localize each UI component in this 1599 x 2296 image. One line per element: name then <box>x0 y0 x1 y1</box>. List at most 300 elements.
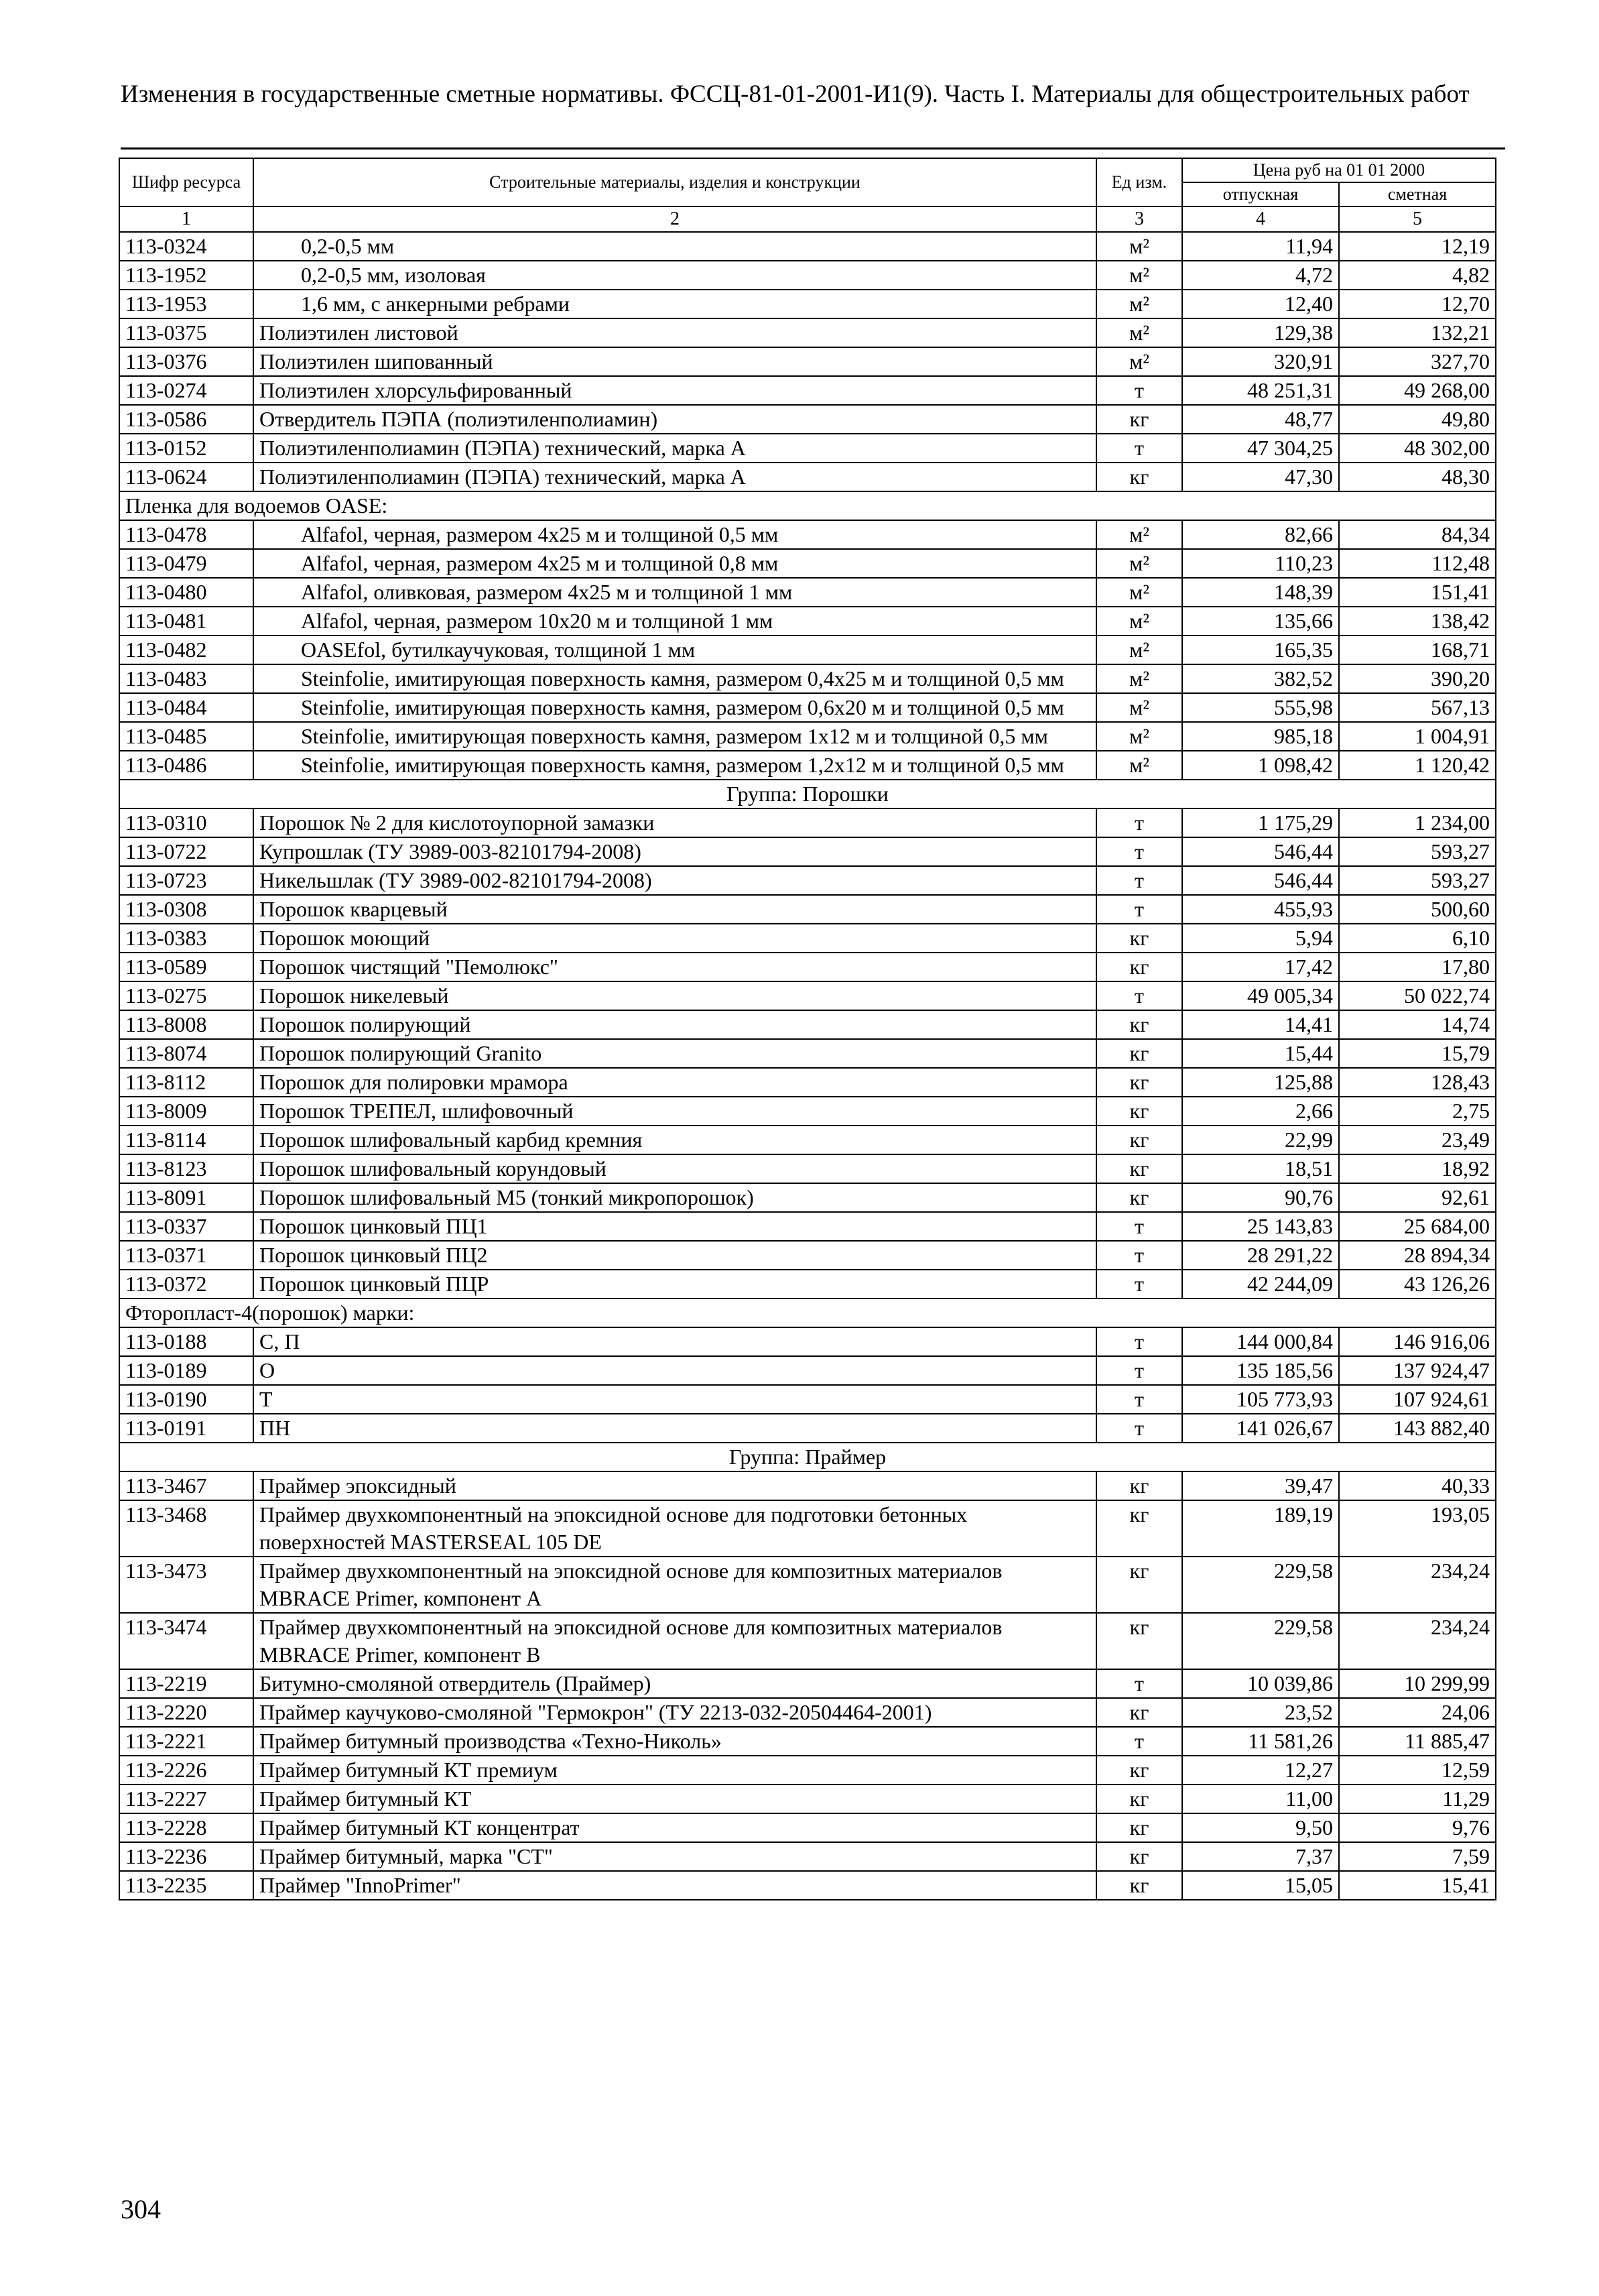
resource-code: 113-2228 <box>119 1813 253 1842</box>
unit-cell: т <box>1096 837 1182 866</box>
table-row <box>119 866 1496 895</box>
material-name: Праймер эпоксидный <box>253 1471 1096 1500</box>
material-name: Праймер битумный КТ концентрат <box>253 1813 1096 1842</box>
material-name: 1,6 мм, с анкерными ребрами <box>253 290 1096 318</box>
release-price: 135,66 <box>1182 607 1339 636</box>
release-price: 82,66 <box>1182 520 1339 549</box>
material-name: Порошок цинковый ПЦ1 <box>253 1212 1096 1241</box>
subgroup-title: Фторопласт-4(порошок) марки: <box>119 1298 1496 1327</box>
resource-code: 113-0478 <box>119 520 253 549</box>
estimate-price: 4,82 <box>1339 261 1496 290</box>
table-row <box>119 1327 1496 1356</box>
release-price: 15,05 <box>1182 1871 1339 1900</box>
unit-cell: м² <box>1096 664 1182 693</box>
unit-cell: кг <box>1096 1698 1182 1727</box>
col-number: 2 <box>253 206 1096 232</box>
resource-code: 113-0372 <box>119 1270 253 1298</box>
material-name: Порошок полирующий <box>253 1010 1096 1039</box>
table-row <box>119 1842 1496 1871</box>
material-name: Steinfolie, имитирующая поверхность камня, размером 1х12 м и толщиной 0,5 мм <box>253 722 1096 751</box>
unit-cell: кг <box>1096 1557 1182 1613</box>
release-price: 129,38 <box>1182 318 1339 347</box>
material-name: 0,2-0,5 мм, изоловая <box>253 261 1096 290</box>
unit-cell: кг <box>1096 1500 1182 1557</box>
resource-code: 113-0485 <box>119 722 253 751</box>
table-row <box>119 1385 1496 1414</box>
release-price: 4,72 <box>1182 261 1339 290</box>
table-row <box>119 1471 1496 1500</box>
table-row <box>119 693 1496 722</box>
materials-table <box>119 158 1496 1900</box>
release-price: 90,76 <box>1182 1183 1339 1212</box>
unit-cell: кг <box>1096 1613 1182 1669</box>
release-price: 546,44 <box>1182 837 1339 866</box>
unit-cell: м² <box>1096 290 1182 318</box>
release-price: 17,42 <box>1182 953 1339 981</box>
resource-code: 113-0275 <box>119 981 253 1010</box>
resource-code: 113-3473 <box>119 1557 253 1613</box>
table-row <box>119 1414 1496 1443</box>
resource-code: 113-0589 <box>119 953 253 981</box>
table-row <box>119 1356 1496 1385</box>
resource-code: 113-2219 <box>119 1669 253 1698</box>
resource-code: 113-0383 <box>119 924 253 953</box>
unit-cell: м² <box>1096 578 1182 607</box>
unit-cell: кг <box>1096 1471 1182 1500</box>
estimate-price: 132,21 <box>1339 318 1496 347</box>
resource-code: 113-0722 <box>119 837 253 866</box>
estimate-price: 193,05 <box>1339 1500 1496 1557</box>
table-row <box>119 261 1496 290</box>
release-price: 1 098,42 <box>1182 751 1339 780</box>
unit-cell: м² <box>1096 751 1182 780</box>
release-price: 125,88 <box>1182 1068 1339 1097</box>
material-name: Полиэтилен листовой <box>253 318 1096 347</box>
estimate-price: 151,41 <box>1339 578 1496 607</box>
material-name: О <box>253 1356 1096 1385</box>
release-price: 12,40 <box>1182 290 1339 318</box>
resource-code: 113-2227 <box>119 1785 253 1813</box>
release-price: 189,19 <box>1182 1500 1339 1557</box>
release-price: 23,52 <box>1182 1698 1339 1727</box>
material-name: Праймер битумный, марка "СТ" <box>253 1842 1096 1871</box>
unit-cell: т <box>1096 1727 1182 1756</box>
resource-code: 113-3468 <box>119 1500 253 1557</box>
estimate-price: 12,70 <box>1339 290 1496 318</box>
estimate-price: 49,80 <box>1339 405 1496 434</box>
release-price: 25 143,83 <box>1182 1212 1339 1241</box>
material-name: Праймер двухкомпонентный на эпоксидной основе для подготовки бетонных поверхностей MASTERSEAL 105 DE <box>253 1500 1096 1557</box>
resource-code: 113-1952 <box>119 261 253 290</box>
resource-code: 113-0483 <box>119 664 253 693</box>
release-price: 382,52 <box>1182 664 1339 693</box>
unit-cell: м² <box>1096 318 1182 347</box>
table-row <box>119 722 1496 751</box>
material-name: Полиэтилен шипованный <box>253 347 1096 376</box>
header-code: Шифр ресурса <box>119 158 253 206</box>
unit-cell: м² <box>1096 722 1182 751</box>
unit-cell: т <box>1096 1669 1182 1698</box>
unit-cell: кг <box>1096 1097 1182 1126</box>
unit-cell: кг <box>1096 1154 1182 1183</box>
estimate-price: 48 302,00 <box>1339 434 1496 463</box>
table-row <box>119 1727 1496 1756</box>
unit-cell: т <box>1096 1356 1182 1385</box>
release-price: 49 005,34 <box>1182 981 1339 1010</box>
unit-cell: кг <box>1096 463 1182 491</box>
estimate-price: 168,71 <box>1339 636 1496 664</box>
estimate-price: 10 299,99 <box>1339 1669 1496 1698</box>
resource-code: 113-8123 <box>119 1154 253 1183</box>
resource-code: 113-3474 <box>119 1613 253 1669</box>
material-name: Alfafol, черная, размером 4х25 м и толщиной 0,8 мм <box>253 549 1096 578</box>
group-header-row <box>119 1443 1496 1471</box>
release-price: 39,47 <box>1182 1471 1339 1500</box>
release-price: 11 581,26 <box>1182 1727 1339 1756</box>
release-price: 985,18 <box>1182 722 1339 751</box>
table-row <box>119 895 1496 924</box>
table-row <box>119 751 1496 780</box>
unit-cell: кг <box>1096 1785 1182 1813</box>
unit-cell: т <box>1096 1212 1182 1241</box>
resource-code: 113-2236 <box>119 1842 253 1871</box>
subgroup-header-row <box>119 491 1496 520</box>
release-price: 105 773,93 <box>1182 1385 1339 1414</box>
estimate-price: 390,20 <box>1339 664 1496 693</box>
material-name: Полиэтиленполиамин (ПЭПА) технический, марка А <box>253 434 1096 463</box>
material-name: Порошок № 2 для кислотоупорной замазки <box>253 808 1096 837</box>
table-row <box>119 1557 1496 1613</box>
release-price: 47 304,25 <box>1182 434 1339 463</box>
header-rule <box>121 147 1505 149</box>
unit-cell: т <box>1096 376 1182 405</box>
table-row <box>119 808 1496 837</box>
estimate-price: 11,29 <box>1339 1785 1496 1813</box>
group-title: Группа: Порошки <box>119 780 1496 808</box>
material-name: Alfafol, черная, размером 10х20 м и толщиной 1 мм <box>253 607 1096 636</box>
table-row <box>119 1097 1496 1126</box>
estimate-price: 84,34 <box>1339 520 1496 549</box>
release-price: 5,94 <box>1182 924 1339 953</box>
release-price: 1 175,29 <box>1182 808 1339 837</box>
col-number: 5 <box>1339 206 1496 232</box>
estimate-price: 24,06 <box>1339 1698 1496 1727</box>
release-price: 22,99 <box>1182 1126 1339 1154</box>
col-number: 1 <box>119 206 253 232</box>
release-price: 28 291,22 <box>1182 1241 1339 1270</box>
material-name: Порошок шлифовальный М5 (тонкий микропорошок) <box>253 1183 1096 1212</box>
estimate-price: 50 022,74 <box>1339 981 1496 1010</box>
group-header-row <box>119 780 1496 808</box>
release-price: 135 185,56 <box>1182 1356 1339 1385</box>
table-row <box>119 924 1496 953</box>
table-row <box>119 520 1496 549</box>
release-price: 11,94 <box>1182 232 1339 261</box>
release-price: 12,27 <box>1182 1756 1339 1785</box>
resource-code: 113-0308 <box>119 895 253 924</box>
table-row <box>119 318 1496 347</box>
table-row <box>119 463 1496 491</box>
table-row <box>119 1698 1496 1727</box>
estimate-price: 137 924,47 <box>1339 1356 1496 1385</box>
subgroup-header-row <box>119 1298 1496 1327</box>
table-row <box>119 376 1496 405</box>
estimate-price: 6,10 <box>1339 924 1496 953</box>
unit-cell: т <box>1096 1327 1182 1356</box>
estimate-price: 138,42 <box>1339 607 1496 636</box>
resource-code: 113-2221 <box>119 1727 253 1756</box>
material-name: Праймер двухкомпонентный на эпоксидной основе для композитных материалов MBRACE Primer, компонент А <box>253 1557 1096 1613</box>
resource-code: 113-8112 <box>119 1068 253 1097</box>
unit-cell: м² <box>1096 636 1182 664</box>
material-name: Порошок кварцевый <box>253 895 1096 924</box>
table-row <box>119 981 1496 1010</box>
material-name: Порошок никелевый <box>253 981 1096 1010</box>
resource-code: 113-0480 <box>119 578 253 607</box>
estimate-price: 28 894,34 <box>1339 1241 1496 1270</box>
material-name: Праймер каучуково-смоляной "Гермокрон" (ТУ 2213-032-20504464-2001) <box>253 1698 1096 1727</box>
release-price: 48,77 <box>1182 405 1339 434</box>
table-row <box>119 1068 1496 1097</box>
resource-code: 113-0376 <box>119 347 253 376</box>
estimate-price: 11 885,47 <box>1339 1727 1496 1756</box>
estimate-price: 1 004,91 <box>1339 722 1496 751</box>
table-row <box>119 664 1496 693</box>
material-name: Steinfolie, имитирующая поверхность камня, размером 0,6х20 м и толщиной 0,5 мм <box>253 693 1096 722</box>
unit-cell: кг <box>1096 1126 1182 1154</box>
unit-cell: кг <box>1096 1068 1182 1097</box>
table-row <box>119 405 1496 434</box>
material-name: Порошок моющий <box>253 924 1096 953</box>
release-price: 229,58 <box>1182 1557 1339 1613</box>
header-release: отпускная <box>1182 182 1339 206</box>
table-row <box>119 1010 1496 1039</box>
material-name: Порошок чистящий "Пемолюкс" <box>253 953 1096 981</box>
unit-cell: м² <box>1096 549 1182 578</box>
subgroup-title: Пленка для водоемов OASE: <box>119 491 1496 520</box>
unit-cell: кг <box>1096 924 1182 953</box>
material-name: Праймер битумный производства «Техно-Николь» <box>253 1727 1096 1756</box>
table-row <box>119 1871 1496 1900</box>
material-name: Alfafol, черная, размером 4х25 м и толщиной 0,5 мм <box>253 520 1096 549</box>
table-row <box>119 1613 1496 1669</box>
unit-cell: т <box>1096 808 1182 837</box>
material-name: Битумно-смоляной отвердитель (Праймер) <box>253 1669 1096 1698</box>
resource-code: 113-0274 <box>119 376 253 405</box>
material-name: Порошок шлифовальный карбид кремния <box>253 1126 1096 1154</box>
col-number: 3 <box>1096 206 1182 232</box>
unit-cell: м² <box>1096 607 1182 636</box>
release-price: 320,91 <box>1182 347 1339 376</box>
material-name: Порошок цинковый ПЦР <box>253 1270 1096 1298</box>
table-row <box>119 1813 1496 1842</box>
resource-code: 113-0310 <box>119 808 253 837</box>
table-row <box>119 607 1496 636</box>
release-price: 14,41 <box>1182 1010 1339 1039</box>
material-name: Steinfolie, имитирующая поверхность камня, размером 1,2х12 м и толщиной 0,5 мм <box>253 751 1096 780</box>
table-row <box>119 290 1496 318</box>
release-price: 18,51 <box>1182 1154 1339 1183</box>
material-name: Праймер битумный КТ премиум <box>253 1756 1096 1785</box>
estimate-price: 92,61 <box>1339 1183 1496 1212</box>
material-name: Порошок полирующий Granito <box>253 1039 1096 1068</box>
unit-cell: кг <box>1096 405 1182 434</box>
estimate-price: 128,43 <box>1339 1068 1496 1097</box>
resource-code: 113-0375 <box>119 318 253 347</box>
table-row <box>119 953 1496 981</box>
table-row <box>119 549 1496 578</box>
estimate-price: 48,30 <box>1339 463 1496 491</box>
unit-cell: м² <box>1096 347 1182 376</box>
release-price: 2,66 <box>1182 1097 1339 1126</box>
resource-code: 113-1953 <box>119 290 253 318</box>
page-header: Изменения в государственные сметные нормативы. ФССЦ-81-01-2001-И1(9). Часть I. Материалы для общестроительных работ <box>121 80 1470 108</box>
estimate-price: 12,59 <box>1339 1756 1496 1785</box>
resource-code: 113-8009 <box>119 1097 253 1126</box>
estimate-price: 1 234,00 <box>1339 808 1496 837</box>
estimate-price: 49 268,00 <box>1339 376 1496 405</box>
resource-code: 113-0479 <box>119 549 253 578</box>
unit-cell: кг <box>1096 1010 1182 1039</box>
material-name: ПН <box>253 1414 1096 1443</box>
release-price: 15,44 <box>1182 1039 1339 1068</box>
estimate-price: 593,27 <box>1339 866 1496 895</box>
table-row <box>119 1270 1496 1298</box>
release-price: 9,50 <box>1182 1813 1339 1842</box>
estimate-price: 593,27 <box>1339 837 1496 866</box>
release-price: 555,98 <box>1182 693 1339 722</box>
material-name: Steinfolie, имитирующая поверхность камня, размером 0,4х25 м и толщиной 0,5 мм <box>253 664 1096 693</box>
resource-code: 113-0371 <box>119 1241 253 1270</box>
material-name: Порошок ТРЕПЕЛ, шлифовочный <box>253 1097 1096 1126</box>
unit-cell: кг <box>1096 1871 1182 1900</box>
resource-code: 113-2226 <box>119 1756 253 1785</box>
table-row <box>119 232 1496 261</box>
resource-code: 113-8008 <box>119 1010 253 1039</box>
table-row <box>119 1785 1496 1813</box>
material-name: Порошок цинковый ПЦ2 <box>253 1241 1096 1270</box>
estimate-price: 40,33 <box>1339 1471 1496 1500</box>
release-price: 148,39 <box>1182 578 1339 607</box>
table-body <box>119 232 1496 1900</box>
material-name: Отвердитель ПЭПА (полиэтиленполиамин) <box>253 405 1096 434</box>
material-name: С, П <box>253 1327 1096 1356</box>
estimate-price: 12,19 <box>1339 232 1496 261</box>
table-row <box>119 1126 1496 1154</box>
table-row <box>119 1756 1496 1785</box>
table-row <box>119 1500 1496 1557</box>
material-name: OASEfol, бутилкаучуковая, толщиной 1 мм <box>253 636 1096 664</box>
estimate-price: 23,49 <box>1339 1126 1496 1154</box>
resource-code: 113-0484 <box>119 693 253 722</box>
release-price: 10 039,86 <box>1182 1669 1339 1698</box>
resource-code: 113-0189 <box>119 1356 253 1385</box>
resource-code: 113-0482 <box>119 636 253 664</box>
table-row <box>119 837 1496 866</box>
unit-cell: т <box>1096 981 1182 1010</box>
table-row <box>119 434 1496 463</box>
resource-code: 113-0152 <box>119 434 253 463</box>
unit-cell: кг <box>1096 1756 1182 1785</box>
estimate-price: 2,75 <box>1339 1097 1496 1126</box>
estimate-price: 14,74 <box>1339 1010 1496 1039</box>
resource-code: 113-0624 <box>119 463 253 491</box>
estimate-price: 15,79 <box>1339 1039 1496 1068</box>
material-name: Т <box>253 1385 1096 1414</box>
release-price: 42 244,09 <box>1182 1270 1339 1298</box>
release-price: 11,00 <box>1182 1785 1339 1813</box>
header-unit: Ед изм. <box>1096 158 1182 206</box>
header-estimate: сметная <box>1339 182 1496 206</box>
unit-cell: кг <box>1096 953 1182 981</box>
release-price: 546,44 <box>1182 866 1339 895</box>
estimate-price: 143 882,40 <box>1339 1414 1496 1443</box>
unit-cell: кг <box>1096 1183 1182 1212</box>
table-row <box>119 1241 1496 1270</box>
material-name: Праймер двухкомпонентный на эпоксидной основе для композитных материалов MBRACE Primer, компонент В <box>253 1613 1096 1669</box>
release-price: 7,37 <box>1182 1842 1339 1871</box>
estimate-price: 234,24 <box>1339 1613 1496 1669</box>
estimate-price: 9,76 <box>1339 1813 1496 1842</box>
release-price: 455,93 <box>1182 895 1339 924</box>
material-name: 0,2-0,5 мм <box>253 232 1096 261</box>
release-price: 110,23 <box>1182 549 1339 578</box>
unit-cell: т <box>1096 1414 1182 1443</box>
table-row <box>119 578 1496 607</box>
resource-code: 113-0723 <box>119 866 253 895</box>
resource-code: 113-0586 <box>119 405 253 434</box>
resource-code: 113-2235 <box>119 1871 253 1900</box>
unit-cell: кг <box>1096 1813 1182 1842</box>
unit-cell: т <box>1096 434 1182 463</box>
unit-cell: м² <box>1096 261 1182 290</box>
resource-code: 113-0191 <box>119 1414 253 1443</box>
resource-code: 113-0190 <box>119 1385 253 1414</box>
table-row <box>119 1154 1496 1183</box>
material-name: Порошок шлифовальный корундовый <box>253 1154 1096 1183</box>
estimate-price: 25 684,00 <box>1339 1212 1496 1241</box>
table-row <box>119 347 1496 376</box>
table-row <box>119 1039 1496 1068</box>
estimate-price: 1 120,42 <box>1339 751 1496 780</box>
header-name: Строительные материалы, изделия и конструкции <box>253 158 1096 206</box>
col-number: 4 <box>1182 206 1339 232</box>
estimate-price: 18,92 <box>1339 1154 1496 1183</box>
estimate-price: 7,59 <box>1339 1842 1496 1871</box>
release-price: 229,58 <box>1182 1613 1339 1669</box>
unit-cell: т <box>1096 1270 1182 1298</box>
unit-cell: м² <box>1096 693 1182 722</box>
material-name: Полиэтиленполиамин (ПЭПА) технический, марка А <box>253 463 1096 491</box>
material-name: Праймер "InnoPrimer" <box>253 1871 1096 1900</box>
unit-cell: кг <box>1096 1842 1182 1871</box>
estimate-price: 17,80 <box>1339 953 1496 981</box>
estimate-price: 567,13 <box>1339 693 1496 722</box>
estimate-price: 234,24 <box>1339 1557 1496 1613</box>
estimate-price: 112,48 <box>1339 549 1496 578</box>
material-name: Купрошлак (ТУ 3989-003-82101794-2008) <box>253 837 1096 866</box>
resource-code: 113-8074 <box>119 1039 253 1068</box>
estimate-price: 15,41 <box>1339 1871 1496 1900</box>
table-row <box>119 1183 1496 1212</box>
material-name: Порошок для полировки мрамора <box>253 1068 1096 1097</box>
release-price: 48 251,31 <box>1182 376 1339 405</box>
group-title: Группа: Праймер <box>119 1443 1496 1471</box>
estimate-price: 327,70 <box>1339 347 1496 376</box>
unit-cell: кг <box>1096 1039 1182 1068</box>
resource-code: 113-0486 <box>119 751 253 780</box>
unit-cell: т <box>1096 866 1182 895</box>
